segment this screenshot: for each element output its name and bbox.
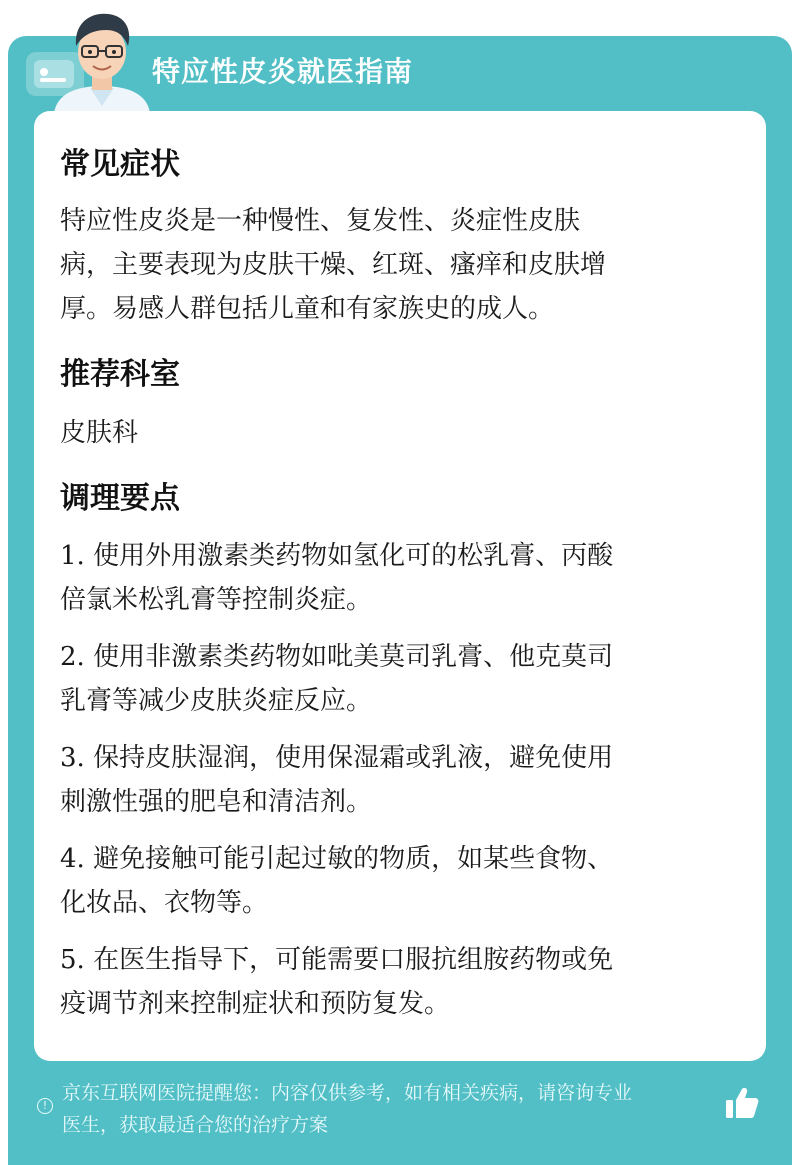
symptoms-line: 病，主要表现为皮肤干燥、红斑、瘙痒和皮肤增 <box>60 250 607 280</box>
care-item-text: 乳膏等减少皮肤炎症反应。 <box>60 686 373 716</box>
care-item <box>60 736 740 824</box>
care-item-text: 疫调节剂来控制症状和预防复发。 <box>60 989 451 1019</box>
care-item-number: 5. <box>60 945 85 975</box>
doctor-avatar <box>46 6 158 114</box>
content-card <box>34 111 766 1061</box>
care-item-text: 化妆品、衣物等。 <box>60 888 269 918</box>
care-item-number: 4. <box>60 844 85 874</box>
care-item <box>60 534 740 622</box>
care-item <box>60 938 740 1026</box>
symptoms-line: 特应性皮炎是一种慢性、复发性、炎症性皮肤 <box>60 206 581 236</box>
care-item-text: 使用外用激素类药物如氢化可的松乳膏、丙酸 <box>93 541 614 571</box>
symptoms-text <box>60 199 740 331</box>
footer-line: 京东互联网医院提醒您：内容仅供参考，如有相关疾病，请咨询专业 <box>62 1082 633 1104</box>
footer-disclaimer <box>62 1077 732 1141</box>
department-heading: 推荐科室 <box>60 357 180 392</box>
care-item-number: 1. <box>60 541 85 571</box>
care-item-number: 2. <box>60 642 85 672</box>
care-item <box>60 635 740 723</box>
thumbs-up-icon[interactable] <box>724 1086 760 1120</box>
care-item <box>60 837 740 925</box>
department-value: 皮肤科 <box>60 418 139 448</box>
care-item-text: 在医生指导下，可能需要口服抗组胺药物或免 <box>93 945 614 975</box>
care-heading: 调理要点 <box>60 481 180 516</box>
page-title: 特应性皮炎就医指南 <box>152 55 414 88</box>
symptoms-heading: 常见症状 <box>60 147 180 182</box>
care-item-text: 刺激性强的肥皂和清洁剂。 <box>60 787 373 817</box>
care-item-text: 避免接触可能引起过敏的物质，如某些食物、 <box>93 844 614 874</box>
care-item-number: 3. <box>60 743 85 773</box>
info-icon: ! <box>37 1098 53 1114</box>
care-item-text: 倍氯米松乳膏等控制炎症。 <box>60 585 373 615</box>
care-item-text: 保持皮肤湿润，使用保湿霜或乳液，避免使用 <box>93 743 614 773</box>
footer-line: 医生，获取最适合您的治疗方案 <box>62 1114 329 1136</box>
symptoms-line: 厚。易感人群包括儿童和有家族史的成人。 <box>60 294 555 324</box>
care-item-text: 使用非激素类药物如吡美莫司乳膏、他克莫司 <box>93 642 614 672</box>
